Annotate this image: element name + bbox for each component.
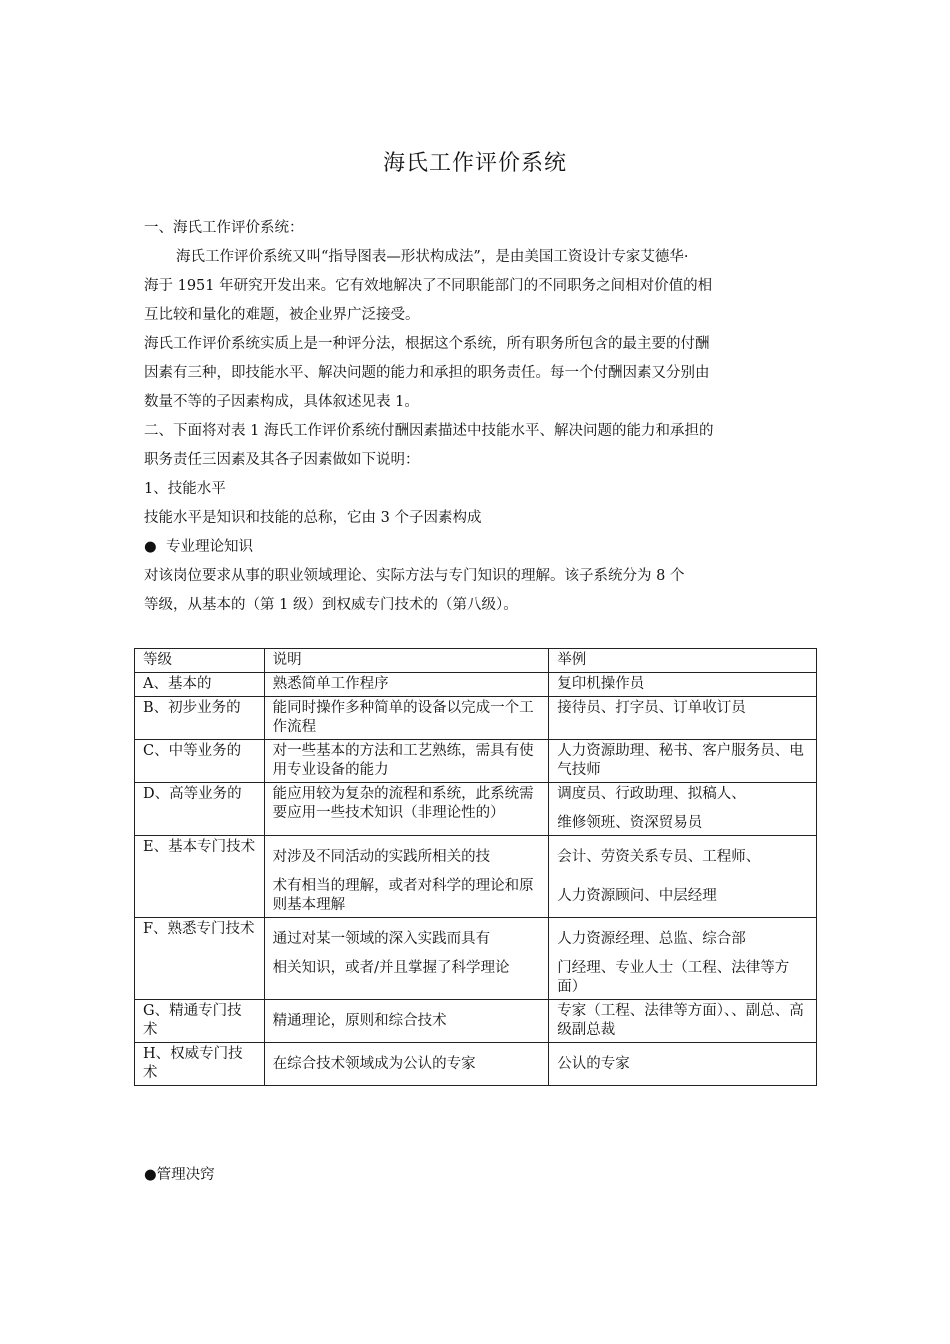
para2-line1: 海氏工作评价系统实质上是一种评分法，根据这个系统，所有职务所包含的最主要的付酬 bbox=[144, 336, 710, 352]
table-row bbox=[135, 1043, 817, 1086]
row-desc: 精通理论，原则和综合技术 bbox=[264, 1000, 549, 1043]
para1-line1: 海氏工作评价系统又叫“指导图表—形状构成法”，是由美国工资设计专家艾德华· bbox=[176, 249, 689, 265]
row-level: F、熟悉专门技术 bbox=[135, 918, 265, 1000]
table-row bbox=[135, 697, 817, 740]
row-desc: 能应用较为复杂的流程和系统，此系统需要应用一些技术知识（非理论性的） bbox=[264, 783, 549, 836]
section1-heading: 一、海氏工作评价系统： bbox=[144, 220, 304, 236]
row-example: 人力资源助理、秘书、客户服务员、电气技师 bbox=[549, 740, 817, 783]
management-knowhow-bullet: ●管理决窍 bbox=[144, 1167, 215, 1183]
header-level: 等级 bbox=[135, 649, 265, 673]
sub1-heading: 1、技能水平 bbox=[144, 481, 226, 497]
bullet1-desc-line2: 等级，从基本的（第 1 级）到权威专门技术的（第八级）。 bbox=[144, 597, 518, 613]
sub1-desc: 技能水平是知识和技能的总称，它由 3 个子因素构成 bbox=[144, 510, 482, 526]
row-desc bbox=[264, 918, 549, 1000]
row-example bbox=[549, 918, 817, 1000]
row-level: A、基本的 bbox=[135, 673, 265, 697]
row-example bbox=[549, 836, 817, 918]
row-example-line2: 门经理、专业人士（工程、法律等方面） bbox=[557, 960, 790, 995]
table-row bbox=[135, 673, 817, 697]
skill-level-table bbox=[134, 648, 817, 1086]
row-desc-line1: 对涉及不同活动的实践所相关的技 bbox=[272, 849, 491, 865]
row-example-line1: 调度员、行政助理、拟稿人、 bbox=[557, 786, 746, 802]
bullet-item bbox=[144, 533, 809, 562]
para1-line3: 互比较和量化的难题，被企业界广泛接受。 bbox=[144, 307, 420, 323]
row-desc: 在综合技术领域成为公认的专家 bbox=[264, 1043, 549, 1086]
section2-line2: 职务责任三因素及其各子因素做如下说明： bbox=[144, 452, 420, 468]
row-level: D、高等业务的 bbox=[135, 783, 265, 836]
header-example: 举例 bbox=[549, 649, 817, 673]
row-desc: 对一些基本的方法和工艺熟练，需具有使用专业设备的能力 bbox=[264, 740, 549, 783]
row-desc-line2: 术有相当的理解，或者对科学的理论和原则基本理解 bbox=[272, 878, 534, 913]
document-title: 海氏工作评价系统 bbox=[382, 151, 567, 176]
row-example bbox=[549, 783, 817, 836]
row-example: 专家（工程、法律等方面）、、副总、高级副总裁 bbox=[549, 1000, 817, 1043]
bullet1-label: 专业理论知识 bbox=[166, 539, 253, 555]
row-level: B、初步业务的 bbox=[135, 697, 265, 740]
row-desc-line2: 相关知识，或者/并且掌握了科学理论 bbox=[272, 960, 510, 976]
row-example-line1: 人力资源经理、总监、综合部 bbox=[557, 931, 746, 947]
intro-section bbox=[144, 214, 809, 620]
row-example-line2: 维修领班、资深贸易员 bbox=[557, 815, 703, 831]
table-row bbox=[135, 740, 817, 783]
row-desc: 熟悉简单工作程序 bbox=[264, 673, 549, 697]
para1-line2: 海于 1951 年研究开发出来。它有效地解决了不同职能部门的不同职务之间相对价值的相 bbox=[144, 278, 713, 294]
table-row bbox=[135, 836, 817, 918]
row-desc: 能同时操作多种简单的设备以完成一个工作流程 bbox=[264, 697, 549, 740]
row-level: H、权威专门技术 bbox=[135, 1043, 265, 1086]
row-example-line2: 人力资源顾问、中层经理 bbox=[557, 888, 717, 904]
row-desc-line1: 通过对某一领域的深入实践而具有 bbox=[272, 931, 491, 947]
para2-line2: 因素有三种，即技能水平、解决问题的能力和承担的职务责任。每一个付酬因素又分别由 bbox=[144, 365, 710, 381]
section2-line1: 二、下面将对表 1 海氏工作评价系统付酬因素描述中技能水平、解决问题的能力和承担的 bbox=[144, 423, 714, 439]
row-example: 复印机操作员 bbox=[549, 673, 817, 697]
bullet-dot-icon: ● bbox=[144, 539, 157, 555]
table-row bbox=[135, 783, 817, 836]
row-level: E、基本专门技术 bbox=[135, 836, 265, 918]
table-row bbox=[135, 918, 817, 1000]
row-example-line1: 会计、劳资关系专员、工程师、 bbox=[557, 849, 761, 865]
row-level: C、中等业务的 bbox=[135, 740, 265, 783]
bullet1-desc-line1: 对该岗位要求从事的职业领域理论、实际方法与专门知识的理解。该子系统分为 8 个 bbox=[144, 568, 685, 584]
row-level: G、精通专门技术 bbox=[135, 1000, 265, 1043]
row-example: 公认的专家 bbox=[549, 1043, 817, 1086]
header-desc: 说明 bbox=[264, 649, 549, 673]
para2-line3: 数量不等的子因素构成，具体叙述见表 1。 bbox=[144, 394, 419, 410]
row-example: 接待员、打字员、订单收订员 bbox=[549, 697, 817, 740]
row-desc bbox=[264, 836, 549, 918]
table-header-row bbox=[135, 649, 817, 673]
table-row bbox=[135, 1000, 817, 1043]
